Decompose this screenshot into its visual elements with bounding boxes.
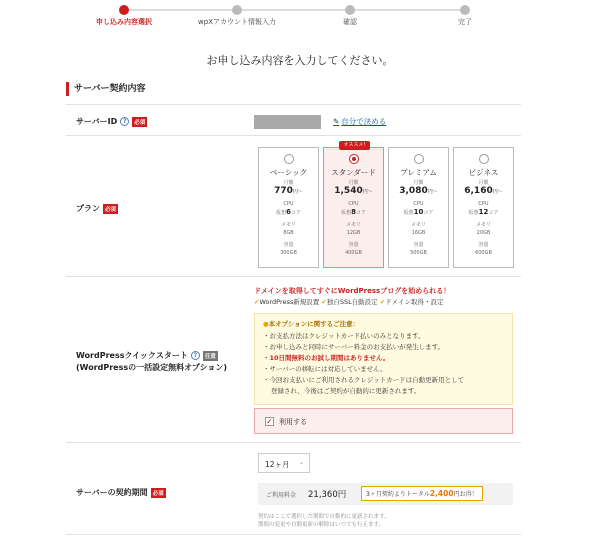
footnote: 契約はここで選択した期間で自動的に更新されます。 (258, 514, 390, 520)
cpu-value: 6 (286, 208, 291, 216)
memory-label: メモリ (345, 222, 361, 228)
fee-value: 21,360円 (308, 490, 347, 500)
plan-price-value: 770 (274, 186, 293, 196)
step-4-dot (460, 5, 470, 15)
plan-name: ビジネス (468, 168, 499, 177)
server-id-label (76, 116, 147, 127)
price-unit: 円〜 (427, 189, 438, 195)
wp-quickstart-label (76, 350, 218, 361)
storage-value: 500 (410, 250, 420, 256)
storage-unit: GB (419, 250, 427, 256)
wp-feature: WordPress新規設置 (259, 298, 320, 306)
savings-note (361, 486, 483, 501)
help-icon[interactable]: ? (120, 117, 129, 126)
fee-box (258, 483, 513, 505)
memory-unit: GB (483, 230, 491, 236)
cpu-prefix: 仮想 (276, 210, 287, 216)
cpu-spec (454, 208, 513, 216)
plan-name: ベーシック (269, 168, 308, 177)
memory-label: メモリ (475, 222, 491, 228)
notice-item: ・ サーバーの移転には対応していません。 (263, 364, 504, 375)
notice-list (263, 331, 504, 386)
stepper-line (124, 9, 465, 11)
plan-name: スタンダード (331, 168, 376, 177)
wp-features (254, 297, 444, 306)
page-title: お申し込み内容を入力してください。 (206, 54, 394, 67)
divider (66, 104, 521, 105)
cpu-spec (324, 208, 383, 216)
step-2-dot (232, 5, 242, 15)
storage-spec (389, 248, 448, 256)
cpu-prefix: 仮想 (468, 210, 479, 216)
memory-value: 16 (411, 230, 419, 236)
storage-label: 容量 (478, 242, 489, 248)
choose-id-link-text: 自分で決める (341, 117, 387, 126)
cpu-unit: コア (290, 210, 301, 216)
wp-headline: ドメインを取得してすぐにWordPressブログを始められる！ (254, 287, 451, 295)
cpu-unit: コア (488, 210, 499, 216)
memory-label: メモリ (410, 222, 426, 228)
step-3-label: 確認 (343, 18, 357, 26)
help-icon[interactable]: ? (191, 351, 200, 360)
divider (66, 534, 521, 535)
savings-amount: 2,400 (429, 489, 454, 498)
storage-unit: GB (289, 250, 297, 256)
cpu-label: CPU (283, 201, 294, 207)
term-select[interactable] (258, 453, 310, 473)
plan-name: プレミアム (400, 168, 437, 177)
price-unit: 円〜 (292, 189, 303, 195)
cpu-label: CPU (348, 201, 359, 207)
server-id-label-text: サーバーID (76, 117, 118, 126)
plan-card[interactable] (323, 142, 384, 268)
recommended-badge: オススメ! (339, 141, 370, 150)
divider (66, 442, 521, 443)
required-badge: 必須 (103, 204, 118, 214)
use-label: 利用する (279, 418, 307, 426)
plan-label-text: プラン (76, 204, 100, 213)
plan-price (259, 186, 318, 196)
memory-unit: GB (286, 230, 294, 236)
monthly-label: 月額 (478, 180, 489, 186)
memory-spec (454, 228, 513, 236)
memory-value: 12 (346, 230, 354, 236)
use-option-box[interactable] (254, 408, 513, 434)
notice-item: ・ お支払方法はクレジットカード払いのみとなります。 (263, 331, 504, 342)
cpu-unit: コア (423, 210, 434, 216)
price-unit: 円〜 (362, 189, 373, 195)
notice-item-cont: 登録され、今後はご契約が自動的に更新されます。 (271, 387, 421, 395)
plan-card[interactable] (453, 147, 514, 268)
monthly-label: 月額 (413, 180, 424, 186)
memory-value: 20 (476, 230, 484, 236)
cpu-label: CPU (413, 201, 424, 207)
required-badge: 必須 (132, 117, 147, 127)
wp-feature: 独自SSL自動設定 (326, 298, 378, 306)
server-id-value (254, 115, 321, 129)
step-3-dot (345, 5, 355, 15)
storage-label: 容量 (283, 242, 294, 248)
storage-label: 容量 (413, 242, 424, 248)
storage-spec (259, 248, 318, 256)
cpu-prefix: 仮想 (403, 210, 414, 216)
storage-value: 400 (345, 250, 355, 256)
plan-label (76, 203, 118, 214)
wp-quickstart-sublabel: (WordPressの一括設定無料オプション) (76, 363, 228, 372)
plan-price (389, 186, 448, 196)
step-4-label: 完了 (458, 18, 472, 26)
cpu-value: 8 (351, 208, 356, 216)
monthly-label: 月額 (283, 180, 294, 186)
price-unit: 円〜 (492, 189, 503, 195)
notice-title-text: 本オプションに関するご注意： (268, 320, 360, 328)
cpu-value: 12 (478, 208, 489, 216)
cpu-spec (389, 208, 448, 216)
step-1-label: 申し込み内容選択 (96, 18, 152, 26)
plan-radio[interactable] (414, 154, 424, 164)
notice-item: ・ お申し込みと同時にサーバー料金のお支払いが発生します。 (263, 342, 504, 353)
savings-note-pre: 3ヶ月契約よりトータル (366, 491, 430, 498)
memory-value: 8 (283, 230, 287, 236)
plan-card[interactable] (258, 147, 319, 268)
notice-item: ・ 今回お支払いにご利用されるクレジットカードは自動更新用として (263, 375, 504, 386)
notice-item: ・ 10日間無料のお試し期間はありません。 (263, 353, 504, 364)
storage-spec (324, 248, 383, 256)
plan-radio[interactable] (284, 154, 294, 164)
storage-unit: GB (354, 250, 362, 256)
pencil-icon: ✎ (333, 117, 340, 126)
cpu-value: 10 (413, 208, 424, 216)
choose-id-link[interactable] (333, 116, 386, 127)
storage-spec (454, 248, 513, 256)
storage-value: 300 (280, 250, 290, 256)
plan-price-value: 3,080 (399, 186, 428, 196)
step-2-label: wpXアカウント情報入力 (198, 18, 276, 26)
memory-unit: GB (418, 230, 426, 236)
memory-spec (324, 228, 383, 236)
plan-radio[interactable] (349, 154, 359, 164)
plan-price (324, 186, 383, 196)
cpu-spec (259, 208, 318, 216)
wp-feature: ドメイン取得・設定 (385, 298, 444, 306)
storage-label: 容量 (348, 242, 359, 248)
memory-spec (389, 228, 448, 236)
fee-label: ご利用料金 (266, 492, 297, 499)
monthly-label: 月額 (348, 180, 359, 186)
term-label-text: サーバーの契約期間 (76, 488, 148, 497)
notice-box (254, 313, 513, 405)
storage-value: 600 (475, 250, 485, 256)
term-select-value: 12ヶ月 (265, 460, 290, 469)
chevron-down-icon: ⌄ (298, 459, 304, 466)
progress-stepper (0, 0, 600, 30)
use-checkbox[interactable]: ✓ (266, 417, 273, 426)
check-icon: ✔ (321, 298, 327, 306)
divider (66, 135, 521, 136)
storage-unit: GB (484, 250, 492, 256)
plan-price (454, 186, 513, 196)
footnote: 期間の変更や自動更新の解除はいつでも行えます。 (258, 522, 385, 528)
cpu-prefix: 仮想 (341, 210, 352, 216)
memory-unit: GB (353, 230, 361, 236)
memory-spec (259, 228, 318, 236)
plan-price-value: 1,540 (334, 186, 363, 196)
required-badge: 必須 (151, 488, 166, 498)
cpu-label: CPU (478, 201, 489, 207)
section-title: サーバー契約内容 (66, 82, 146, 96)
plan-radio[interactable] (479, 154, 489, 164)
warning-icon: ● (263, 320, 269, 328)
step-1-dot (119, 5, 129, 15)
plan-card[interactable] (388, 147, 449, 268)
wp-quickstart-label-text: WordPressクイックスタート (76, 351, 188, 360)
cpu-unit: コア (355, 210, 366, 216)
savings-note-post: 円お得！ (453, 491, 478, 498)
check-icon: ✔ (379, 298, 386, 306)
plan-price-value: 6,160 (464, 186, 493, 196)
check-icon: ✔ (254, 298, 260, 306)
term-label (76, 487, 166, 498)
memory-label: メモリ (280, 222, 296, 228)
optional-badge: 任意 (203, 351, 218, 361)
divider (66, 276, 521, 277)
notice-title (263, 319, 504, 328)
